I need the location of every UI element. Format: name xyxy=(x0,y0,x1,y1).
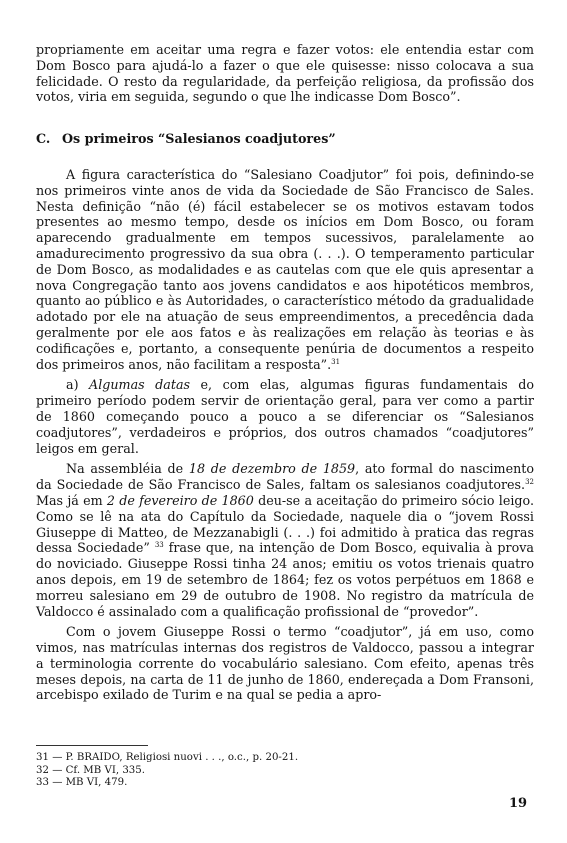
text-run: Mas já em xyxy=(36,492,103,508)
footnote-rule xyxy=(36,745,148,746)
section-letter: C. xyxy=(36,131,51,147)
footnote-32: 32 — Cf. MB VI, 335. xyxy=(36,764,146,776)
paragraph-definition xyxy=(36,167,534,372)
paragraph-assembly xyxy=(36,461,534,619)
text-run: , ato formal do nascimento da Sociedade de São Francisco de Sales, faltam os salesianos coadjutores. xyxy=(36,461,534,493)
date-italic-1860: 2 de fevereiro de 1860 xyxy=(106,492,254,508)
paragraph-dates-text: e, com elas, algumas figuras fundamentais do primeiro período podem servir de orientação geral, para ver como a partir de 1860 começando pouco a pouco a se diferenciar os “Salesianos coadjutores”, verdadeiros e próprios, dos outros chamados “coadjutores” leigos em geral. xyxy=(36,377,534,456)
page-number: 19 xyxy=(509,796,528,811)
footnotes xyxy=(36,752,534,790)
item-label: a) xyxy=(66,377,79,393)
text-run: frase que, na intenção de Dom Bosco, equivalia à prova do noviciado. Giuseppe Rossi tinha 24 anos; emitiu os votos trienais quatro anos depois, em 19 de setembro de 1864; fez os votos perpétuos em 1868 e morreu salesiano em 29 de outubro de 1908. No registro da matrícula de Valdocco é assinalado com a qualificação profissional de “provedor”. xyxy=(36,540,534,619)
paragraph-dates xyxy=(36,377,534,456)
paragraph-continuation: propriamente em aceitar uma regra e fazer votos: ele entendia estar com Dom Bosco para ajudá-lo a fazer o que ele quisesse: nisso colocava a sua felicidade. O resto da regularidade, da perfeição religiosa, da profissão dos votos, viria em seguida, segundo o que lhe indicasse Dom Bosco”. xyxy=(36,42,534,105)
footnote-31: 31 — P. BRAIDO, Religiosi nuovi . . ., o.c., p. 20-21. xyxy=(36,752,299,763)
paragraph-definition-text: A figura característica do “Salesiano Coadjutor” foi pois, definindo-se nos primeiros vinte anos de vida da Sociedade de São Francisco de Sales. Nesta definição “não (é) fácil estabelecer se os motivos estavam todos presentes ao mesmo tempo, desde os inícios em Dom Bosco, ou foram aparecendo gradualmente em tempos sucessivos, paralelamente ao amadurecimento progressivo da sua obra (. . .). O temperamento particular de Dom Bosco, as modalidades e as cautelas com que ele quis apresentar a nova Congregação tanto aos jovens candidatos e aos hipotéticos membros, quanto ao público e às Autoridades, o característico método da gradualidade adotado por ele na atuação de seus empreendimentos, a precedência dada geralmente por ele aos fatos e às realizações em relação às teorias e às codificações e, portanto, a consequente penúria de documentos a respeito dos primeiros anos, não facilitam a resposta”. xyxy=(36,166,534,372)
italic-phrase: Algumas datas xyxy=(89,377,191,393)
footnote-ref-31: 31 xyxy=(331,357,341,366)
body-text xyxy=(36,42,534,703)
date-italic-1859: 18 de dezembro de 1859 xyxy=(188,461,356,477)
section-heading xyxy=(36,131,534,147)
footnote-ref-32: 32 xyxy=(525,478,534,487)
paragraph-rossi: Com o jovem Giuseppe Rossi o termo “coadjutor”, já em uso, como vimos, nas matrículas internas dos registros de Valdocco, passou a integrar a terminologia corrente do vocabulário salesiano. Com efeito, apenas três meses depois, na carta de 11 de junho de 1860, endereçada a Dom Fransoni, arcebispo exilado de Turim e na qual se pedia a apro- xyxy=(36,624,534,703)
footnote-33: 33 — MB VI, 479. xyxy=(36,777,128,789)
text-run: Na assembléia de xyxy=(66,461,184,477)
footnote-ref-33: 33 xyxy=(154,541,164,550)
text-run: deu-se a aceitação do primeiro sócio leigo. Como se lê na ata do Capítulo da Sociedade, naquele dia o “jovem Rossi Giuseppe di Matteo, de Mezzanabigli (. . .) foi admitido à pratica das regras dessa Sociedade” xyxy=(36,492,534,556)
section-title: Os primeiros “Salesianos coadjutores” xyxy=(62,131,336,147)
